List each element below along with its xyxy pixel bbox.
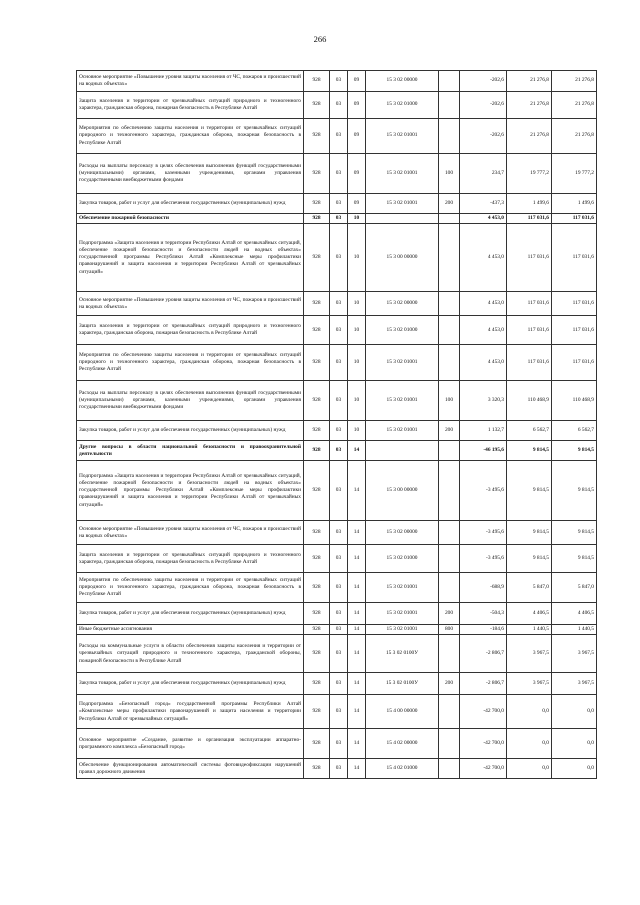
row-target-article: 15 3 02 01001 <box>366 625 439 635</box>
row-amount-1: -42 700,0 <box>460 729 507 759</box>
table-row <box>77 292 597 316</box>
row-amount-2: 4 406,5 <box>507 603 552 625</box>
row-amount-3: 0,0 <box>552 759 597 779</box>
row-amount-3: 4 406,5 <box>552 603 597 625</box>
row-amount-1: -202,6 <box>460 92 507 119</box>
row-subsection: 10 <box>348 381 366 421</box>
row-section: 03 <box>330 381 348 421</box>
row-amount-3: 21 276,8 <box>552 92 597 119</box>
row-amount-2: 3 967,5 <box>507 673 552 695</box>
row-name: Расходы на коммунальные услуги в области обеспечения защиты населения и территории от чрезвычайных ситуаций природного и техногенного характера, гражданской обороны, пожарной безопасности в Республике Алтай <box>77 635 304 673</box>
row-amount-1: -46 195,6 <box>460 441 507 461</box>
row-target-article: 15 3 00 00000 <box>366 461 439 521</box>
row-amount-1: -688,9 <box>460 573 507 603</box>
row-target-article: 15 4 02 01000 <box>366 759 439 779</box>
row-section: 03 <box>330 316 348 345</box>
row-amount-1: 3 320,3 <box>460 381 507 421</box>
row-amount-2: 117 031,6 <box>507 345 552 381</box>
row-amount-2: 0,0 <box>507 729 552 759</box>
table-row <box>77 92 597 119</box>
row-grbs: 928 <box>304 461 330 521</box>
row-subsection: 14 <box>348 729 366 759</box>
row-subsection: 10 <box>348 421 366 441</box>
row-subsection: 10 <box>348 316 366 345</box>
row-target-article: 15 3 00 00000 <box>366 224 439 292</box>
table-row <box>77 625 597 635</box>
row-subsection: 09 <box>348 194 366 214</box>
row-expense-type <box>439 292 460 316</box>
row-amount-1: 234,7 <box>460 154 507 194</box>
row-grbs: 928 <box>304 573 330 603</box>
row-name: Основное мероприятие «Повышение уровня защиты населения от ЧС, пожаров и происшествий на водных объектах» <box>77 292 304 316</box>
row-section: 03 <box>330 441 348 461</box>
table-row <box>77 119 597 154</box>
table-row <box>77 545 597 573</box>
table-row <box>77 461 597 521</box>
row-section: 03 <box>330 214 348 224</box>
row-amount-2: 0,0 <box>507 759 552 779</box>
row-amount-3: 21 276,8 <box>552 71 597 92</box>
row-name: Закупка товаров, работ и услуг для обеспечения государственных (муниципальных) нужд <box>77 194 304 214</box>
row-expense-type: 100 <box>439 381 460 421</box>
row-expense-type: 200 <box>439 673 460 695</box>
row-expense-type <box>439 729 460 759</box>
table-row <box>77 573 597 603</box>
table-row <box>77 759 597 779</box>
row-subsection: 09 <box>348 154 366 194</box>
row-section: 03 <box>330 194 348 214</box>
row-section: 03 <box>330 695 348 729</box>
row-amount-1: 1 132,7 <box>460 421 507 441</box>
row-subsection: 09 <box>348 119 366 154</box>
row-amount-3: 6 562,7 <box>552 421 597 441</box>
row-subsection: 14 <box>348 673 366 695</box>
row-amount-1: 4 453,0 <box>460 345 507 381</box>
table-row <box>77 521 597 545</box>
row-section: 03 <box>330 119 348 154</box>
row-name: Обеспечение пожарной безопасности <box>77 214 304 224</box>
row-amount-1: 4 453,0 <box>460 292 507 316</box>
row-expense-type <box>439 441 460 461</box>
row-section: 03 <box>330 673 348 695</box>
row-subsection: 14 <box>348 521 366 545</box>
row-amount-2: 21 276,8 <box>507 119 552 154</box>
row-amount-2: 9 814,5 <box>507 521 552 545</box>
row-amount-3: 9 814,5 <box>552 521 597 545</box>
row-grbs: 928 <box>304 292 330 316</box>
row-name: Закупка товаров, работ и услуг для обеспечения государственных (муниципальных) нужд <box>77 603 304 625</box>
table-row <box>77 214 597 224</box>
row-expense-type <box>439 316 460 345</box>
row-section: 03 <box>330 521 348 545</box>
row-amount-3: 3 967,5 <box>552 635 597 673</box>
table-row <box>77 673 597 695</box>
row-amount-1: 4 453,0 <box>460 316 507 345</box>
table-row <box>77 603 597 625</box>
row-expense-type <box>439 92 460 119</box>
table-row <box>77 345 597 381</box>
row-section: 03 <box>330 729 348 759</box>
row-amount-2: 9 814,5 <box>507 545 552 573</box>
row-amount-3: 117 031,6 <box>552 214 597 224</box>
row-subsection: 14 <box>348 603 366 625</box>
row-amount-3: 9 814,5 <box>552 461 597 521</box>
table-row <box>77 194 597 214</box>
row-target-article: 15 3 02 00000 <box>366 292 439 316</box>
row-name: Расходы на выплаты персоналу в целях обеспечения выполнения функций государственными (муниципальными) органами, казенными учреждениями, органами управления государственными внебюджетными фондами <box>77 381 304 421</box>
row-grbs: 928 <box>304 92 330 119</box>
row-grbs: 928 <box>304 119 330 154</box>
row-name: Другие вопросы в области национальной безопасности и правоохранительной деятельности <box>77 441 304 461</box>
row-grbs: 928 <box>304 603 330 625</box>
row-section: 03 <box>330 461 348 521</box>
budget-table <box>76 70 597 779</box>
row-amount-1: -3 495,6 <box>460 461 507 521</box>
row-amount-3: 5 847,0 <box>552 573 597 603</box>
row-grbs: 928 <box>304 214 330 224</box>
row-name: Мероприятия по обеспечению защиты населения и территории от чрезвычайных ситуаций природного и техногенного характера, гражданская оборона, пожарная безопасность в Республике Алтай <box>77 119 304 154</box>
row-expense-type <box>439 461 460 521</box>
row-grbs: 928 <box>304 441 330 461</box>
row-subsection: 10 <box>348 224 366 292</box>
row-name: Основное мероприятие «Повышение уровня защиты населения от ЧС, пожаров и происшествий на водных объектах» <box>77 521 304 545</box>
row-section: 03 <box>330 71 348 92</box>
row-amount-3: 1 499,6 <box>552 194 597 214</box>
row-amount-1: -3 495,6 <box>460 545 507 573</box>
row-amount-1: -504,3 <box>460 603 507 625</box>
row-grbs: 928 <box>304 71 330 92</box>
row-expense-type <box>439 71 460 92</box>
row-section: 03 <box>330 154 348 194</box>
table-row <box>77 421 597 441</box>
row-amount-2: 3 967,5 <box>507 635 552 673</box>
row-grbs: 928 <box>304 545 330 573</box>
row-name: Подпрограмма «Защита населения и территории Республики Алтай от чрезвычайных ситуаций, обеспечение пожарной безопасности и безопасности людей на водных объектах» государственной программы Республики Алтай «Комплексные меры профилактики правонарушений и защита населения и территории Республики Алтай от чрезвычайных ситуаций» <box>77 461 304 521</box>
table-row <box>77 441 597 461</box>
row-amount-3: 1 440,5 <box>552 625 597 635</box>
row-grbs: 928 <box>304 729 330 759</box>
row-amount-1: -2 806,7 <box>460 635 507 673</box>
table-row <box>77 695 597 729</box>
row-target-article: 15 3 02 01001 <box>366 194 439 214</box>
row-expense-type: 200 <box>439 194 460 214</box>
row-amount-1: -202,6 <box>460 119 507 154</box>
row-amount-2: 5 847,0 <box>507 573 552 603</box>
row-amount-2: 117 031,6 <box>507 292 552 316</box>
row-expense-type <box>439 345 460 381</box>
row-amount-1: -42 700,0 <box>460 759 507 779</box>
row-subsection: 14 <box>348 635 366 673</box>
row-name: Подпрограмма «Безопасный город» государственной программы Республики Алтай «Комплексные меры профилактики правонарушений и защита населения и территории Республики Алтай от чрезвычайных ситуаций» <box>77 695 304 729</box>
row-amount-1: -2 806,7 <box>460 673 507 695</box>
table-row <box>77 316 597 345</box>
row-name: Закупка товаров, работ и услуг для обеспечения государственных (муниципальных) нужд <box>77 421 304 441</box>
row-expense-type <box>439 759 460 779</box>
row-target-article: 15 3 02 01000 <box>366 316 439 345</box>
row-amount-2: 0,0 <box>507 695 552 729</box>
row-target-article: 15 3 02 01001 <box>366 421 439 441</box>
row-name: Основное мероприятие «Повышение уровня защиты населения от ЧС, пожаров и происшествий на водных объектах» <box>77 71 304 92</box>
row-section: 03 <box>330 92 348 119</box>
row-expense-type <box>439 573 460 603</box>
row-grbs: 928 <box>304 421 330 441</box>
table-row <box>77 729 597 759</box>
row-target-article: 15 3 02 01000 <box>366 545 439 573</box>
row-expense-type: 200 <box>439 421 460 441</box>
row-section: 03 <box>330 292 348 316</box>
row-amount-3: 117 031,6 <box>552 224 597 292</box>
row-section: 03 <box>330 224 348 292</box>
row-name: Основное мероприятие «Создание, развитие и организация эксплуатации аппаратно-программного комплекса «Безопасный город» <box>77 729 304 759</box>
row-section: 03 <box>330 421 348 441</box>
row-expense-type: 800 <box>439 625 460 635</box>
row-subsection: 10 <box>348 292 366 316</box>
row-amount-2: 117 031,6 <box>507 316 552 345</box>
row-subsection: 09 <box>348 71 366 92</box>
row-subsection: 14 <box>348 441 366 461</box>
row-amount-2: 9 814,5 <box>507 441 552 461</box>
row-amount-2: 21 276,8 <box>507 92 552 119</box>
table-row <box>77 71 597 92</box>
row-name: Защита населения и территории от чрезвычайных ситуаций природного и техногенного характера, гражданская оборона, пожарная безопасность в Республике Алтай <box>77 92 304 119</box>
row-amount-2: 110 468,9 <box>507 381 552 421</box>
row-subsection: 14 <box>348 625 366 635</box>
row-target-article: 15 3 02 01001 <box>366 603 439 625</box>
row-amount-3: 9 814,5 <box>552 441 597 461</box>
row-grbs: 928 <box>304 345 330 381</box>
row-amount-2: 6 562,7 <box>507 421 552 441</box>
row-amount-2: 1 499,6 <box>507 194 552 214</box>
row-expense-type <box>439 224 460 292</box>
row-grbs: 928 <box>304 635 330 673</box>
row-section: 03 <box>330 759 348 779</box>
table-row <box>77 224 597 292</box>
row-name: Защита населения и территории от чрезвычайных ситуаций природного и техногенного характера, гражданская оборона, пожарная безопасность в Республике Алтай <box>77 316 304 345</box>
row-amount-2: 9 814,5 <box>507 461 552 521</box>
row-subsection: 10 <box>348 345 366 381</box>
row-section: 03 <box>330 345 348 381</box>
table-body <box>77 71 597 779</box>
row-expense-type <box>439 214 460 224</box>
row-section: 03 <box>330 573 348 603</box>
row-grbs: 928 <box>304 521 330 545</box>
row-amount-3: 117 031,6 <box>552 292 597 316</box>
row-expense-type <box>439 545 460 573</box>
row-name: Защита населения и территории от чрезвычайных ситуаций природного и техногенного характера, гражданская оборона, пожарная безопасность в Республике Алтай <box>77 545 304 573</box>
row-amount-3: 110 468,9 <box>552 381 597 421</box>
row-expense-type <box>439 695 460 729</box>
row-amount-1: -202,6 <box>460 71 507 92</box>
row-name: Подпрограмма «Защита населения и территории Республики Алтай от чрезвычайных ситуаций, обеспечение пожарной безопасности и безопасности людей на водных объектах» государственной программы Республики Алтай «Комплексные меры профилактики правонарушений и защита населения и территории Республики Алтай от чрезвычайных ситуаций» <box>77 224 304 292</box>
row-amount-1: 4 453,0 <box>460 214 507 224</box>
row-amount-1: -184,6 <box>460 625 507 635</box>
row-subsection: 14 <box>348 545 366 573</box>
row-amount-1: -42 700,0 <box>460 695 507 729</box>
table-row <box>77 381 597 421</box>
row-amount-2: 21 276,8 <box>507 71 552 92</box>
row-target-article <box>366 441 439 461</box>
row-amount-3: 0,0 <box>552 695 597 729</box>
row-subsection: 10 <box>348 214 366 224</box>
table-row <box>77 635 597 673</box>
row-name: Мероприятия по обеспечению защиты населения и территории от чрезвычайных ситуаций природного и техногенного характера, гражданская оборона, пожарная безопасность в Республике Алтай <box>77 573 304 603</box>
row-expense-type <box>439 119 460 154</box>
row-amount-3: 117 031,6 <box>552 345 597 381</box>
row-target-article: 15 3 02 0100У <box>366 635 439 673</box>
row-grbs: 928 <box>304 673 330 695</box>
row-target-article: 15 3 02 01000 <box>366 92 439 119</box>
row-target-article: 15 4 02 00000 <box>366 729 439 759</box>
row-grbs: 928 <box>304 625 330 635</box>
row-grbs: 928 <box>304 759 330 779</box>
row-target-article: 15 3 02 0100У <box>366 673 439 695</box>
row-target-article: 15 3 02 01001 <box>366 573 439 603</box>
row-expense-type: 100 <box>439 154 460 194</box>
row-subsection: 14 <box>348 573 366 603</box>
row-name: Иные бюджетные ассигнования <box>77 625 304 635</box>
row-grbs: 928 <box>304 194 330 214</box>
row-grbs: 928 <box>304 381 330 421</box>
row-subsection: 14 <box>348 461 366 521</box>
row-amount-3: 19 777,2 <box>552 154 597 194</box>
row-grbs: 928 <box>304 316 330 345</box>
row-amount-2: 1 440,5 <box>507 625 552 635</box>
row-target-article: 15 3 02 00000 <box>366 521 439 545</box>
page-number: 266 <box>313 34 327 44</box>
row-subsection: 09 <box>348 92 366 119</box>
row-section: 03 <box>330 545 348 573</box>
row-amount-2: 19 777,2 <box>507 154 552 194</box>
row-target-article: 15 3 02 01001 <box>366 381 439 421</box>
row-amount-3: 21 276,8 <box>552 119 597 154</box>
row-name: Закупка товаров, работ и услуг для обеспечения государственных (муниципальных) нужд <box>77 673 304 695</box>
row-name: Обеспечение функционирования автоматической системы фотовидеофиксации нарушений правил дорожного движения <box>77 759 304 779</box>
row-section: 03 <box>330 635 348 673</box>
row-name: Мероприятия по обеспечению защиты населения и территории от чрезвычайных ситуаций природного и техногенного характера, гражданская оборона, пожарная безопасность в Республике Алтай <box>77 345 304 381</box>
row-target-article: 15 3 02 01001 <box>366 119 439 154</box>
row-target-article: 15 3 02 01001 <box>366 345 439 381</box>
row-expense-type: 200 <box>439 603 460 625</box>
row-expense-type <box>439 521 460 545</box>
row-subsection: 14 <box>348 759 366 779</box>
row-amount-1: -437,3 <box>460 194 507 214</box>
row-target-article <box>366 214 439 224</box>
row-name: Расходы на выплаты персоналу в целях обеспечения выполнения функций государственными (муниципальными) органами, казенными учреждениями, органами управления государственными внебюджетными фондами <box>77 154 304 194</box>
row-grbs: 928 <box>304 154 330 194</box>
row-subsection: 14 <box>348 695 366 729</box>
row-amount-3: 9 814,5 <box>552 545 597 573</box>
row-amount-3: 3 967,5 <box>552 673 597 695</box>
row-amount-2: 117 031,6 <box>507 214 552 224</box>
row-amount-3: 0,0 <box>552 729 597 759</box>
row-target-article: 15 3 02 00000 <box>366 71 439 92</box>
row-expense-type <box>439 635 460 673</box>
row-amount-3: 117 031,6 <box>552 316 597 345</box>
row-target-article: 15 3 02 01001 <box>366 154 439 194</box>
row-grbs: 928 <box>304 695 330 729</box>
row-amount-2: 117 031,6 <box>507 224 552 292</box>
row-section: 03 <box>330 603 348 625</box>
row-grbs: 928 <box>304 224 330 292</box>
row-target-article: 15 4 00 00000 <box>366 695 439 729</box>
row-amount-1: 4 453,0 <box>460 224 507 292</box>
row-section: 03 <box>330 625 348 635</box>
table-row <box>77 154 597 194</box>
row-amount-1: -3 495,6 <box>460 521 507 545</box>
